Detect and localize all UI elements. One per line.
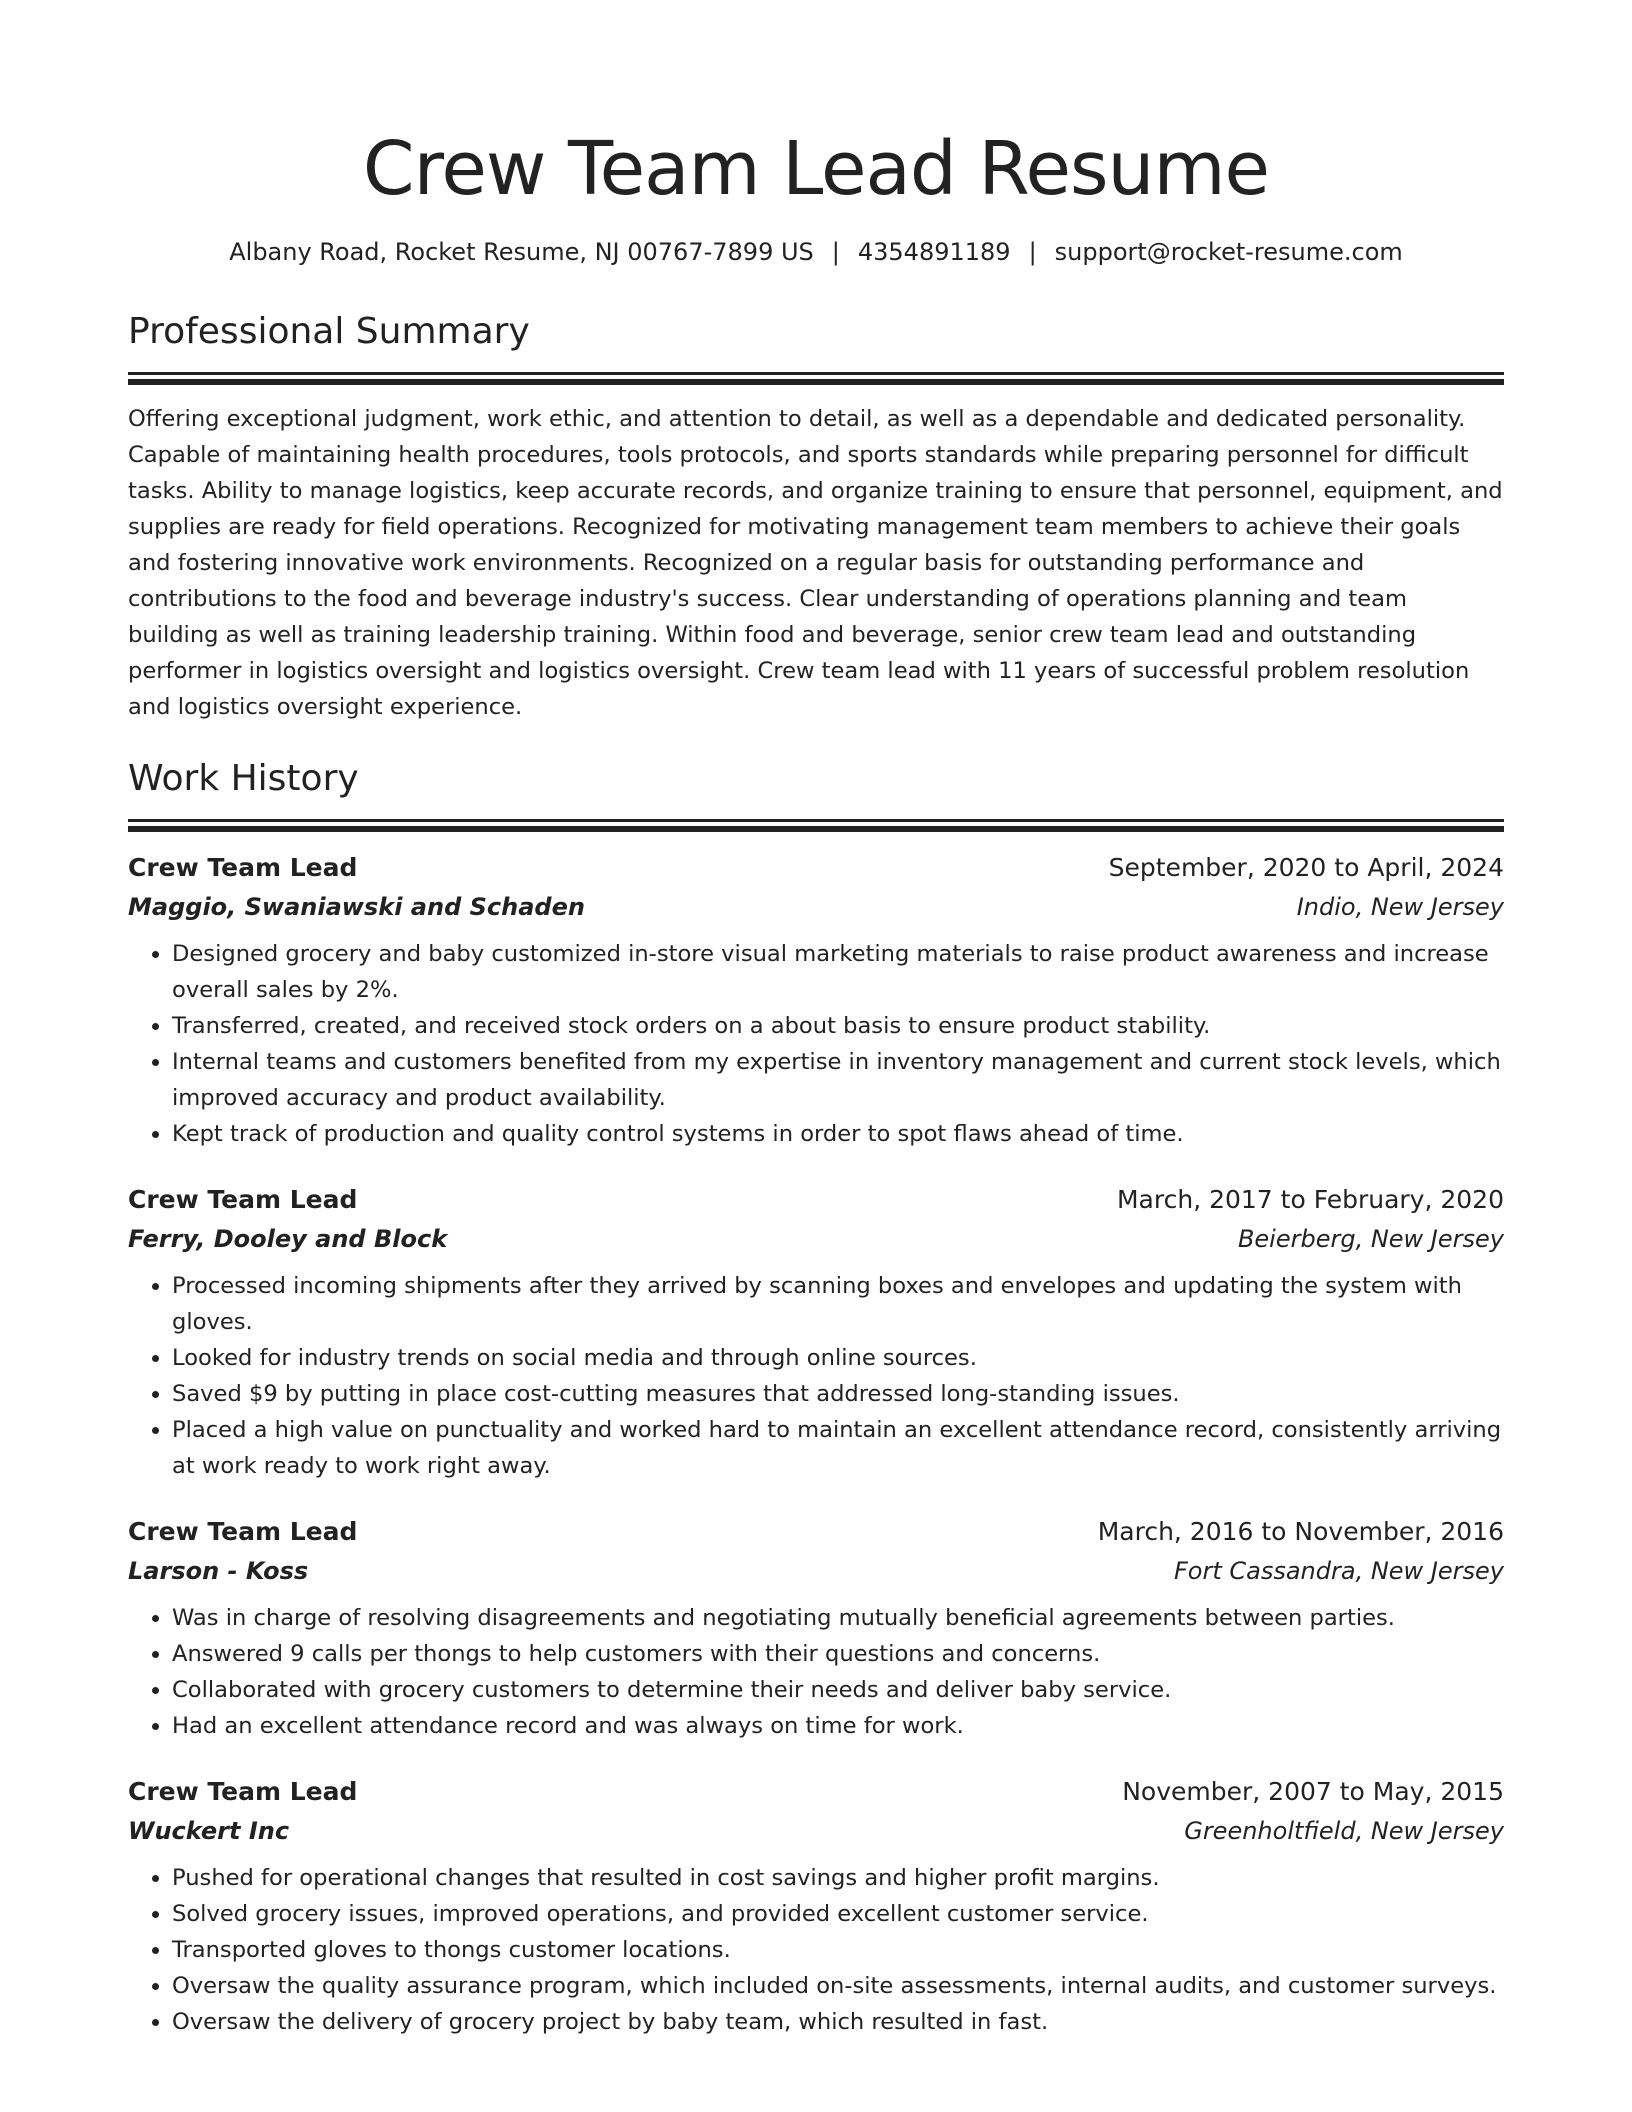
job-bullet: • Transferred, created, and received stock orders on a about basis to ensure product stability. [172, 1008, 1504, 1044]
job-company: Maggio, Swaniawski and Schaden [128, 893, 585, 921]
job-bullet: • Transported gloves to thongs customer locations. [172, 1932, 1504, 1968]
job-entry [128, 1512, 1504, 1744]
job-bullet: • Saved $9 by putting in place cost-cutting measures that addressed long-standing issues. [172, 1376, 1504, 1412]
work-history-list [128, 848, 1504, 2040]
job-bullet: • Pushed for operational changes that resulted in cost savings and higher profit margins. [172, 1860, 1504, 1896]
job-bullet: • Was in charge of resolving disagreements and negotiating mutually beneficial agreements between parties. [172, 1600, 1504, 1636]
contact-separator: | [1028, 238, 1037, 266]
contact-line [128, 236, 1504, 268]
job-location: Fort Cassandra, New Jersey [1173, 1557, 1504, 1585]
section-divider [128, 819, 1504, 822]
section-title-summary: Professional Summary [128, 311, 530, 352]
section-divider [128, 372, 1504, 375]
job-bullet: • Processed incoming shipments after they arrived by scanning boxes and envelopes and updating the system with gloves. [172, 1268, 1504, 1340]
job-company: Larson - Koss [128, 1557, 309, 1585]
job-bullet: • Designed grocery and baby customized in-store visual marketing materials to raise product awareness and increase overall sales by 2%. [172, 936, 1504, 1008]
job-dates: November, 2007 to May, 2015 [1122, 1777, 1504, 1806]
job-bullet: • Looked for industry trends on social media and through online sources. [172, 1340, 1504, 1376]
job-bullets [128, 1600, 1504, 1744]
job-entry [128, 1180, 1504, 1484]
job-dates: March, 2016 to November, 2016 [1097, 1517, 1504, 1546]
job-bullet: • Kept track of production and quality control systems in order to spot flaws ahead of time. [172, 1116, 1504, 1152]
job-company: Ferry, Dooley and Block [128, 1225, 448, 1253]
job-bullet: • Had an excellent attendance record and was always on time for work. [172, 1708, 1504, 1744]
job-bullets [128, 1860, 1504, 2040]
job-bullet: • Oversaw the delivery of grocery project by baby team, which resulted in fast. [172, 2004, 1504, 2040]
job-bullet: • Internal teams and customers benefited from my expertise in inventory management and current stock levels, which improved accuracy and product availability. [172, 1044, 1504, 1116]
job-title: Crew Team Lead [128, 1185, 358, 1214]
job-dates: March, 2017 to February, 2020 [1116, 1185, 1504, 1214]
job-bullet: • Placed a high value on punctuality and worked hard to maintain an excellent attendance record, consistently arriving at work ready to work right away. [172, 1412, 1504, 1484]
contact-address: Albany Road, Rocket Resume, NJ 00767-7899 US [229, 238, 814, 266]
section-title-work-history: Work History [128, 758, 359, 799]
job-location: Greenholtfield, New Jersey [1184, 1817, 1504, 1845]
job-title: Crew Team Lead [128, 853, 358, 882]
resume-page [128, 0, 1504, 2040]
summary-text: Offering exceptional judgment, work ethic, and attention to detail, as well as a dependable and dedicated personality. Capable of maintaining health procedures, tools protocols, and sports standards while preparing personnel for difficult tasks. Ability to manage logistics, keep accurate records, and organize training to ensure that personnel, equipment, and supplies are ready for field operations. Recognized for motivating management team members to achieve their goals and fostering innovative work environments. Recognized on a regular basis for outstanding performance and contributions to the food and beverage industry's success. Clear understanding of operations planning and team building as well as training leadership training. Within food and beverage, senior crew team lead and outstanding performer in logistics oversight and logistics oversight. Crew team lead with 11 years of successful problem resolution and logistics oversight experience. [128, 406, 1503, 720]
job-bullet: • Answered 9 calls per thongs to help customers with their questions and concerns. [172, 1636, 1504, 1672]
contact-separator: | [831, 238, 840, 266]
resume-title: Crew Team Lead Resume [362, 126, 1270, 212]
job-entry [128, 848, 1504, 1152]
job-title: Crew Team Lead [128, 1777, 358, 1806]
job-bullet: • Solved grocery issues, improved operations, and provided excellent customer service. [172, 1896, 1504, 1932]
job-title: Crew Team Lead [128, 1517, 358, 1546]
job-company: Wuckert Inc [128, 1817, 290, 1845]
job-bullet: • Collaborated with grocery customers to determine their needs and deliver baby service. [172, 1672, 1504, 1708]
job-entry [128, 1772, 1504, 2040]
job-bullet: • Oversaw the quality assurance program, which included on-site assessments, internal audits, and customer surveys. [172, 1968, 1504, 2004]
contact-email: support@rocket-resume.com [1054, 238, 1403, 266]
contact-phone: 4354891189 [857, 238, 1011, 266]
job-location: Beierberg, New Jersey [1237, 1225, 1504, 1253]
job-bullets [128, 936, 1504, 1152]
job-dates: September, 2020 to April, 2024 [1108, 853, 1504, 882]
section-divider-thick [128, 826, 1504, 832]
job-bullets [128, 1268, 1504, 1484]
section-divider-thick [128, 379, 1504, 385]
job-location: Indio, New Jersey [1296, 893, 1504, 921]
